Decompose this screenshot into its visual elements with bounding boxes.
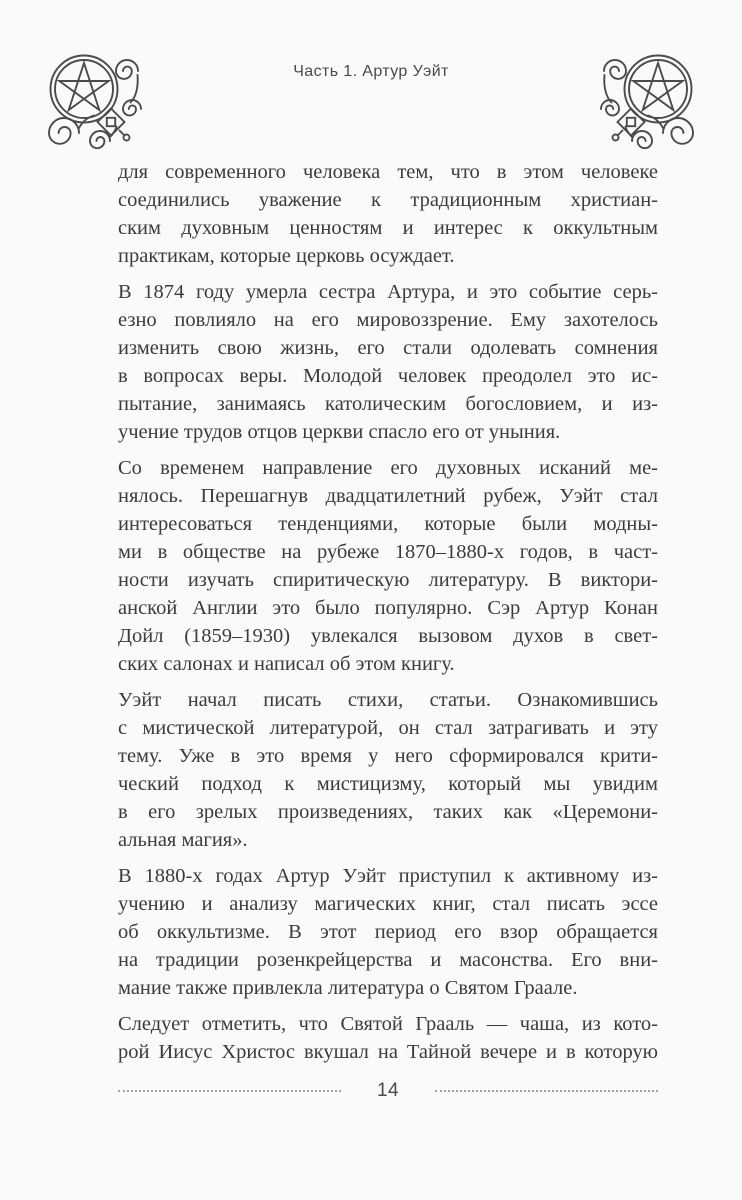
text-line: пытание, занимаясь католическим богословием, и из- [118,393,658,415]
text-line: в вопросах веры. Молодой человек преодолел это ис- [118,365,658,387]
ornament-spiral-bottom-center [90,131,110,148]
page-number: 14 [376,1080,400,1101]
text-line: практикам, которые церковь осуждает. [118,245,455,267]
text-line: соединились уважение к традиционным христиан- [118,189,658,211]
text-line: ности изучать спиритическую литературу. В виктори- [118,569,658,591]
chapter-header: Часть 1. Артур Уэйт [293,63,449,80]
pentagram-star-icon [633,63,682,110]
text-line: учение трудов отцов церкви спасло его от уныния. [118,421,561,443]
text-line: ми в обществе на рубеже 1870–1880-х годов, в част- [118,541,658,563]
ornament-spiral-bottom-left [663,118,693,144]
ornament-connector [618,131,623,136]
text-line: Уэйт начал писать стихи, статьи. Ознакомившись [118,689,658,711]
ornament-dot [613,135,619,141]
text-line: интересоваться тенденциями, которые были модны- [118,513,658,535]
ornament-connector [120,131,125,136]
text-line: Дойл (1859–1930) увлекался вызовом духов в свет- [118,625,658,647]
text-line: Со временем направление его духовных исканий ме- [118,457,658,479]
text-line: ским духовным ценностям и интерес к оккультным [118,217,658,239]
paragraph [118,158,658,270]
body-text [118,158,658,1066]
text-line: на традиции розенкрейцерства и масонства. Его вни- [118,949,658,971]
text-line: нялось. Перешагнув двадцатилетний рубеж, Уэйт стал [118,485,658,507]
text-line: учению и анализу магических книг, стал писать эссе [118,893,658,915]
text-line: в его зрелых произведениях, таких как «Церемони- [118,801,658,823]
text-line: анской Англии это было популярно. Сэр Артур Конан [118,597,658,619]
pentagram-ornament-right-icon [598,45,708,151]
footer-dotted-line-right [435,1090,658,1092]
paragraph [118,862,658,1002]
ornament-dot [124,135,130,141]
ornament-spiral-bottom-center [632,131,652,148]
text-line: ских салонах и написал об этом книгу. [118,653,455,675]
text-line: изменить свою жизнь, его стали одолевать сомнения [118,337,658,359]
text-line: ческий подход к мистицизму, который мы увидим [118,773,658,795]
text-line: с мистической литературой, он стал затрагивать и эту [118,717,658,739]
text-line: езно повлияло на его мировоззрение. Ему захотелось [118,309,658,331]
pentagram-ornament-left-icon [34,45,144,151]
footer-dotted-line-left [118,1090,341,1092]
text-line: мание также привлекла литература о Святом Граале. [118,977,578,999]
text-line: В 1874 году умерла сестра Артура, и это событие серь- [118,281,658,303]
ornament-inner-circle [629,60,687,118]
text-line: рой Иисус Христос вкушал на Тайной вечере и в которую [118,1041,658,1063]
paragraph [118,454,658,678]
ornament-diamond-square [627,118,635,126]
paragraph [118,1010,658,1066]
ornament-spiral-mid-right [601,100,619,116]
paragraph [118,278,658,446]
ornament-spiral-bottom-left [49,118,79,144]
text-line: В 1880-х годах Артур Уэйт приступил к активному из- [118,865,658,887]
text-line: альная магия». [118,829,248,851]
text-line: для современного человека тем, что в этом человеке [118,161,658,183]
text-line: тему. Уже в это время у него сформировался крити- [118,745,658,767]
ornament-diamond-square [107,118,115,126]
ornament-spiral-mid-right [123,100,141,116]
text-line: об оккультизме. В этот период его взор обращается [118,921,658,943]
ornament-spiral-top-right [604,60,626,79]
paragraph [118,686,658,854]
ornament-connector [604,75,611,103]
page-footer [118,1081,658,1100]
text-line: Следует отметить, что Святой Грааль — чаша, из кото- [118,1013,658,1035]
